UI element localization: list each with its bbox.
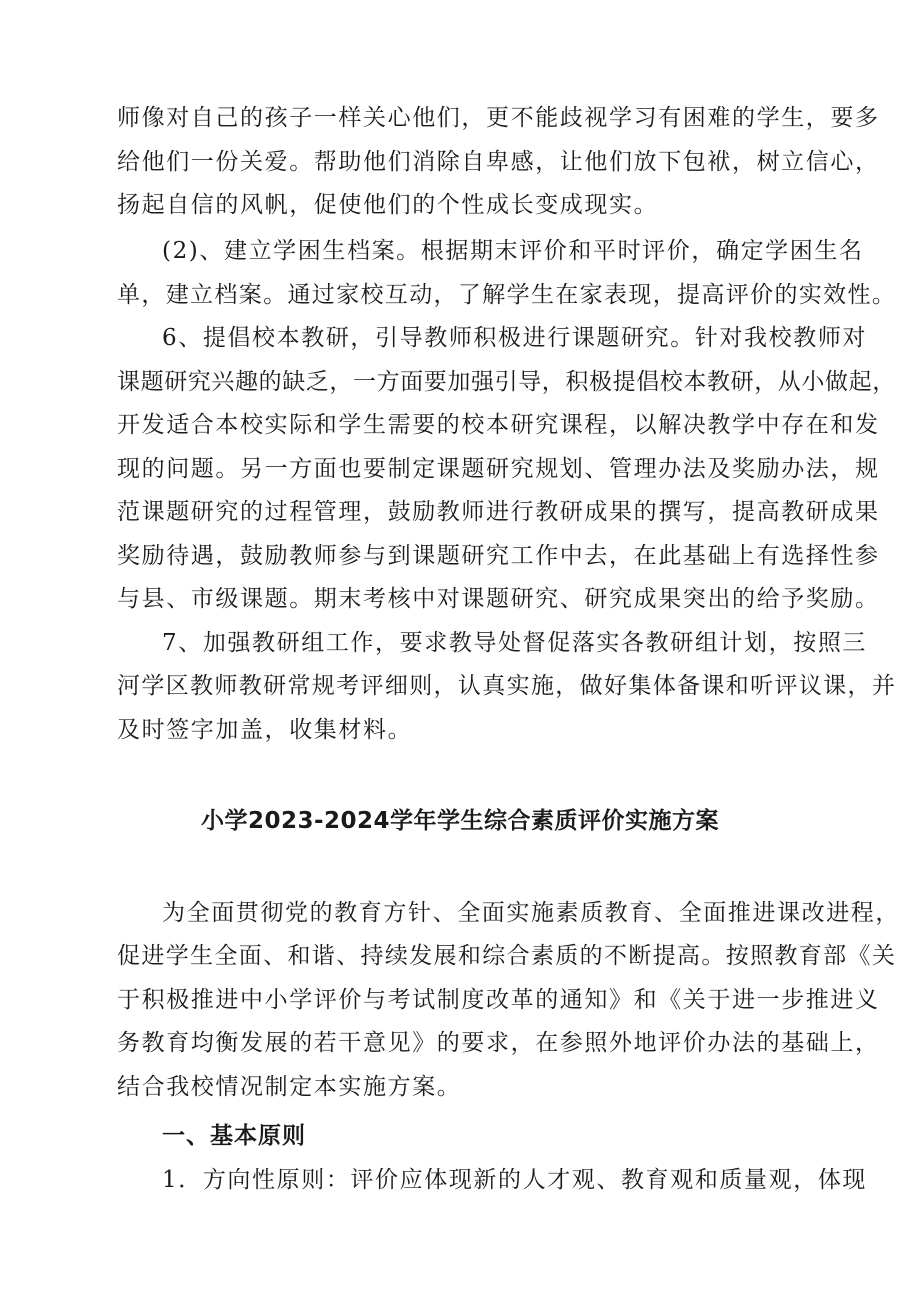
paragraph-line: (2)、建立学困生档案。根据期末评价和平时评价，确定学困生名 (162, 238, 864, 264)
paragraph-line: 于积极推进中小学评价与考试制度改革的通知》和《关于进一步推进义 (117, 987, 880, 1013)
paragraph-line: 奖励待遇，鼓励教师参与到课题研究工作中去，在此基础上有选择性参 (117, 543, 880, 569)
paragraph-line: 开发适合本校实际和学生需要的校本研究课程，以解决教学中存在和发 (117, 412, 880, 438)
paragraph-line: 师像对自己的孩子一样关心他们，更不能歧视学习有困难的学生，要多 (117, 105, 880, 131)
section-heading: 一、基本原则 (162, 1123, 306, 1149)
paragraph-line: 与县、市级课题。期末考核中对课题研究、研究成果突出的给予奖励。 (117, 586, 880, 612)
paragraph-line: 扬起自信的风帆，促使他们的个性成长变成现实。 (117, 192, 659, 218)
paragraph-line: 范课题研究的过程管理，鼓励教师进行教研成果的撰写，提高教研成果 (117, 499, 880, 525)
paragraph-line: 河学区教师教研常规考评细则，认真实施，做好集体备课和听评议课，并 (117, 673, 897, 699)
paragraph-line: 单，建立档案。通过家校互动，了解学生在家表现，提高评价的实效性。 (117, 282, 897, 308)
paragraph-line: 结合我校情况制定本实施方案。 (117, 1074, 462, 1100)
paragraph-line: 6、提倡校本教研，引导教师积极进行课题研究。针对我校教师对 (162, 325, 868, 351)
paragraph-line: 1．方向性原则：评价应体现新的人才观、教育观和质量观，体现 (162, 1167, 868, 1193)
paragraph-line: 现的问题。另一方面也要制定课题研究规划、管理办法及奖励办法，规 (117, 456, 880, 482)
paragraph-line: 7、加强教研组工作，要求教导处督促落实各教研组计划，按照三 (162, 630, 868, 656)
paragraph-line: 务教育均衡发展的若干意见》的要求，在参照外地评价办法的基础上， (117, 1030, 880, 1056)
paragraph-line: 课题研究兴趣的缺乏，一方面要加强引导，积极提倡校本教研，从小做起， (117, 369, 896, 395)
paragraph-line: 给他们一份关爱。帮助他们消除自卑感，让他们放下包袱，树立信心， (117, 149, 880, 175)
paragraph-line: 为全面贯彻党的教育方针、全面实施素质教育、全面推进课改进程， (162, 900, 900, 926)
document-title: 小学2023-2024学年学生综合素质评价实施方案 (200, 808, 720, 834)
paragraph-line: 及时签字加盖，收集材料。 (117, 717, 413, 743)
paragraph-line: 促进学生全面、和谐、持续发展和综合素质的不断提高。按照教育部《关 (117, 943, 897, 969)
